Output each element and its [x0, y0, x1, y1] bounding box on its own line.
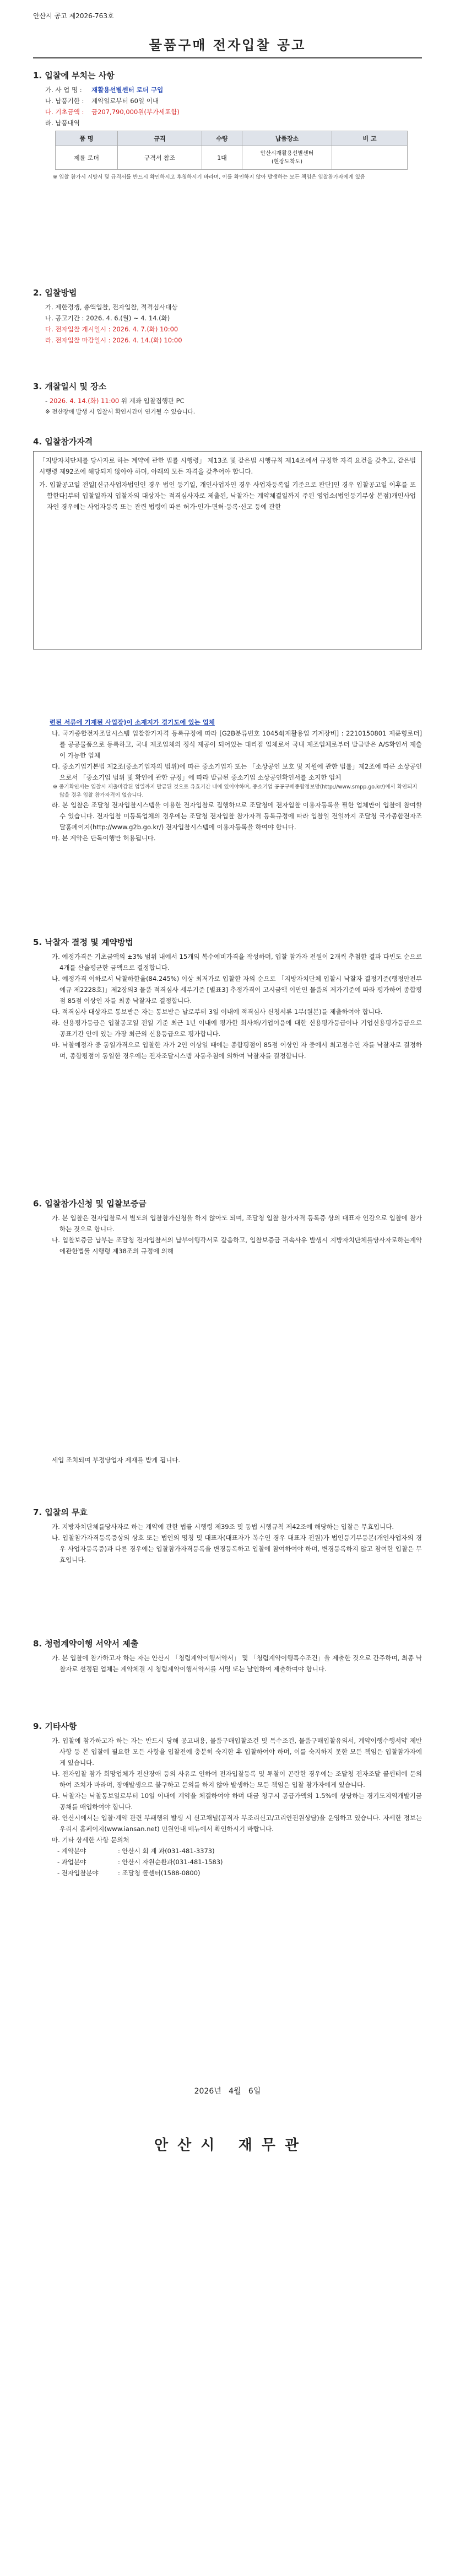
row-notice-period: 나. 공고기간 : 2026. 4. 6.(월) ~ 4. 14.(화)	[45, 314, 170, 322]
section-heading: 8. 청렴계약이행 서약서 제출	[33, 1639, 139, 1649]
cell-place: 안산시재활용선별센터 (현장도착도)	[242, 146, 332, 170]
qualification-cont: 련된 서류에 기재된 사업장)이 소재지가 경기도에 있는 업체	[50, 718, 215, 726]
section-bid-method	[33, 287, 422, 346]
col-header: 납품장소	[242, 131, 332, 146]
section-heading: 5. 낙찰자 결정 및 계약방법	[33, 937, 133, 947]
misc-item-e: 마. 기타 상세한 사항 문의처	[52, 1836, 129, 1844]
section-deposit	[33, 1198, 422, 1257]
integrity-item-a: 가. 본 입찰에 참가하고자 하는 자는 안산시 「청렴계약이행서약서」 및 「청렴계약이행특수조건」을 제출한 것으로 간주하며, 최종 낙찰자로 선정된 업체는 계약체결 시 청렴계약이행서약서를 서명 또는 날인하여 제출하여야 합니다.	[52, 1654, 422, 1673]
section-bid-items	[33, 69, 422, 181]
invalid-item-b: 나. 입찰참가자격등록증상의 상호 또는 법인의 명칭 및 대표자(대표자가 복수인 경우 대표자 전원)가 법인등기부등본(개인사업자의 경우 사업자등록증)과 다른 경우에는 입찰참가자격등록을 변경등록하고 입찰에 참여하여야 하며, 변경등록하지 않고 참여한 입찰은 무효입니다.	[52, 1534, 422, 1564]
award-item-e: 마. 낙찰예정자 중 동일가격으로 입찰한 자가 2인 이상일 때에는 종합평점이 85점 이상인 자 중에서 최고점수인 자를 낙찰자로 결정하며, 종합평점이 동일한 경우에는 전자조달시스템 자동추첨에 의하여 낙찰자를 결정합니다.	[52, 1041, 422, 1060]
cell-qty: 1대	[202, 146, 242, 170]
table-header-row	[56, 131, 408, 146]
deposit-item-b: 나. 입찰보증금 납부는 조달청 전자입찰서의 납부이행각서로 갈음하고, 입찰보증금 귀속사유 발생시 지방자치단체를당사자로하는계약에관한법률 시행령 제38조의 규정에 의해	[52, 1236, 422, 1255]
qualification-item-d: 라. 본 입찰은 조달청 전자입찰시스템을 이용한 전자입찰로 집행하므로 조달청에 전자입찰 이용자등록을 필한 업체만이 입찰에 참여할 수 있습니다. 전자입찰 미등록업체의 경우에는 조달청 전자입찰 참가자격 등록규정에 따라 입찰일 전일까지 조달청 국가종합전자조달홈페이지(http://www.g2b.go.kr/) 전자입찰시스템에 이용자등록을 하여야 합니다.	[52, 801, 422, 831]
col-header: 비 고	[332, 131, 408, 146]
row-delivery-details: 라. 납품내역	[45, 119, 80, 127]
section-heading: 7. 입찰의 무효	[33, 1507, 88, 1517]
col-header: 품 명	[56, 131, 118, 146]
qualification-item-c: 다. 중소기업기본법 제2조(중소기업자의 범위)에 따른 중소기업자 또는 「소상공인 보호 및 지원에 관한 법률」제2조에 따른 소상공인으로서 「중소기업 범위 및 확인에 관한 규정」에 따라 발급된 중소기업 소상공인확인서를 소지한 업체	[52, 763, 422, 781]
section-misc	[33, 1720, 422, 1879]
opening-time: - 2026. 4. 14.(화) 11:00 위 계좌 입찰집행관 PC	[45, 397, 185, 405]
cell-item: 제륜 로더	[56, 146, 118, 170]
section-award	[33, 936, 422, 1061]
award-item-c: 다. 적격심사 대상자로 통보받은 자는 통보받은 날로부터 3일 이내에 적격심사 신청서류 1부(원본)를 제출하여야 합니다.	[52, 1008, 383, 1016]
section-heading: 2. 입찰방법	[33, 288, 77, 298]
qualification-item-e: 마. 본 계약은 단독이행만 허용됩니다.	[52, 834, 156, 842]
row-project-name: 가. 사 업 명 : 재활용선별센터 로더 구입	[45, 86, 164, 94]
misc-item-a: 가. 입찰에 참가하고자 하는 자는 반드시 당해 공고내용, 물품구매입찰조건 및 특수조건, 물품구매입찰유의서, 계약이행수행서약 제반사항 등 본 입찰에 필요한 모든 사항을 입찰전에 충분히 숙지한 후 입찰하여야 하며, 이를 숙지하지 못한 모든 책임은 입찰참가자에게 있습니다.	[52, 1737, 422, 1767]
section-heading: 4. 입찰참가자격	[33, 437, 93, 447]
section-integrity	[33, 1638, 422, 1675]
misc-item-c: 다. 낙찰자는 낙찰통보일로부터 10일 이내에 계약을 체결하여야 하며 대금 청구시 공급가액의 1.5%에 상당하는 경기도지역개발기금공채를 매입하여야 합니다.	[52, 1792, 422, 1811]
section-heading: 1. 입찰에 부치는 사항	[33, 71, 115, 80]
section-heading: 3. 개찰일시 및 장소	[33, 382, 107, 391]
page-title: 물품구매 전자입찰 공고	[149, 37, 306, 53]
qualification-note: ※ 중기확인서는 입찰시 제출마감된 업일까지 발급된 것으로 유효기간 내에 있어야하며, 중소기업 공공구매종합정보망(http://www.smpp.go.kr/)에서 확인되지 않을 경우 입찰 참가자격이 없습니다.	[53, 784, 418, 798]
award-item-d: 라. 신용평가등급은 입찰공고일 전일 기준 최근 1년 이내에 평가한 회사채/기업어음에 대한 신용평가등급이나 기업신용평가등급으로 공표기간 안에 있는 가장 최근의 신용등급으로 평가합니다.	[52, 1019, 422, 1038]
deposit-item-a: 가. 본 입찰은 전자입찰로서 별도의 입찰참가신청을 하지 않아도 되며, 조달청 입찰 참가자격 등록증 상의 대표자 인감으로 입찰에 참가하는 것으로 합니다.	[52, 1214, 422, 1233]
section-qualification	[33, 436, 422, 450]
delivery-table	[55, 131, 408, 170]
col-header: 수량	[202, 131, 242, 146]
award-item-b: 나. 예정가격 이하로서 낙찰하한율(84.245%) 이상 최저가로 입찰한 자의 순으로 「지방자치단체 입찰시 낙찰자 결정기준(행정안전부 예규 제2228호)」제2장의3 물품 적격심사 세부기준 [별표3] 추정가격이 고시금액 이만인 물품의 제가기준에 따라 평가하여 종합평점 85점 이상인 자를 최종 낙찰자로 결정합니다.	[52, 975, 422, 1005]
row-base-amount: 다. 기초금액 : 금207,790,000원(부가세포함)	[45, 108, 180, 116]
section-heading: 9. 기타사항	[33, 1721, 77, 1731]
section-invalid	[33, 1506, 422, 1565]
misc-item-d: 라. 안산시에서는 입찰·계약 관련 부패행위 발생 시 신고채널(공직자 부조리신고/고리안전원상담)을 운영하고 있습니다. 자세한 정보는 우리시 홈페이지(www.iansan.net) 민원안내 메뉴에서 확인하시기 바랍니다.	[52, 1814, 422, 1833]
invalid-item-a: 가. 지방자치단체를당사자로 하는 계약에 관한 법률 시행령 제39조 및 동법 시행규칙 제42조에 해당하는 입찰은 무효입니다.	[52, 1523, 394, 1531]
row-bid-close: 라. 전자입찰 마감일시 : 2026. 4. 14.(화) 10:00	[45, 336, 182, 344]
misc-item-b: 나. 전자입찰 참가 희망업체가 전산장애 등의 사유로 인하여 전자입찰등록 및 투찰이 곤란한 경우에는 조달청 전자조달 콜센터에 문의하여 조치가 바라며, 장애발생으로 불구하고 문의를 하지 않아 발생하는 모든 책임은 입찰 참가자에게 있습니다.	[52, 1770, 422, 1789]
notice-number: 안산시 공고 제2026-763호	[33, 12, 114, 20]
contact-row: - 전자입찰분야 : 조달청 콜센터(1588-0800)	[57, 1869, 201, 1877]
section-heading: 6. 입찰참가신청 및 입찰보증금	[33, 1199, 147, 1209]
cell-spec: 규격서 참조	[118, 146, 202, 170]
qualification-item-a: 가. 입찰공고일 전일[신규사업자법인인 경우 법인 등기일, 개인사업자인 경우 사업자등록일 기준으로 판단]인 경우 입찰공고일 이후를 포함한다]부터 입찰일까지 입찰자의 대상자는 적격심사자로 제출된, 낙찰자는 계약체결일까지 주된 영업소(법인등기부상 본점)개인사업자인 경우에는 사업자등록 또는 관련 법령에 따른 허가·인가·면허·등록·신고 등에 관한	[39, 481, 416, 511]
contact-row: - 계약분야 : 안산시 회 계 과(031-481-3373)	[57, 1847, 215, 1855]
table-row	[56, 146, 408, 170]
col-header: 규격	[118, 131, 202, 146]
section-qualification-cont	[33, 717, 422, 844]
contact-row: - 과업분야 : 안산시 자원순환과(031-481-1583)	[57, 1858, 223, 1866]
issuer-signature: 안 산 시 재 무 관	[154, 2137, 301, 2154]
qualification-box	[33, 451, 422, 650]
award-item-a: 가. 예정가격은 기초금액의 ±3% 범위 내에서 15개의 복수예비가격을 작성하며, 입찰 참가자 전원이 2개씩 추첨한 결과 다빈도 순으로 4개를 산술평균한 금액으로 결정합니다.	[52, 953, 422, 972]
deposit-cont: 세입 조치되며 부정당업자 제재를 받게 됩니다.	[52, 1456, 181, 1464]
spec-note: ※ 입찰 참가시 시방서 및 규격서를 반드시 확인하시고 후청하시기 바라며, 이를 확인하지 않아 발생하는 모든 책임은 입찰참가자에게 있음	[53, 174, 366, 180]
qualification-item-b: 나. 국가종합전자조달시스템 입찰참가자격 등록규정에 따라 [G2B분류번호 10454[재활용업 기계장비] : 2210150801 제륜형로더]를 공공물품으로 등록하고, 국내 제조업체의 정식 제공이 되어있는 대리점 업체로서 국내 제조업체로부터 발급받은 A/S확인서 제출이 가능한 업체	[52, 729, 422, 759]
title-divider	[33, 57, 422, 58]
cell-remark	[332, 146, 408, 170]
opening-note: ※ 전산장애 발생 시 입찰서 확인시간이 연기될 수 있습니다.	[45, 409, 196, 415]
section-deposit-cont	[33, 1455, 422, 1466]
row-delivery-deadline: 나. 납품기한 : 계약일로부터 60일 이내	[45, 97, 159, 105]
qualification-intro: 「지방자치단체를 당사자로 하는 계약에 관한 법률 시행령」 제13조 및 같은법 시행규칙 제14조에서 규정한 자격 요건을 갖추고, 같은법 시행령 제92조에 해당되지 않아야 하며, 아래의 모든 자격을 갖추어야 합니다.	[39, 457, 416, 475]
row-bid-type: 가. 제한경쟁, 총액입찰, 전자입찰, 적격심사대상	[45, 303, 178, 311]
row-bid-open: 다. 전자입찰 개시일시 : 2026. 4. 7.(화) 10:00	[45, 325, 178, 333]
notice-date: 2026년 4월 6일	[194, 2087, 261, 2096]
section-opening	[33, 380, 422, 417]
